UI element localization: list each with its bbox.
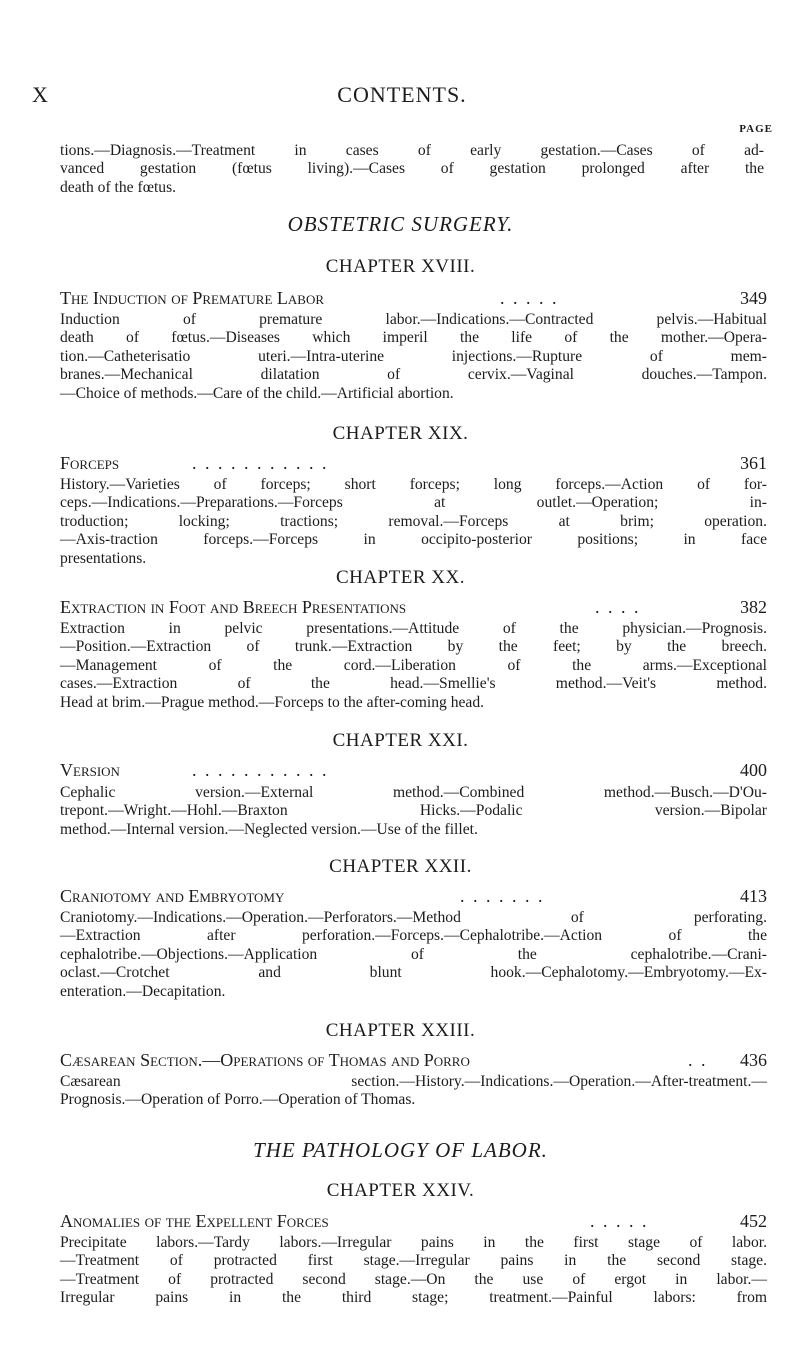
intro-line: vanced gestation (fœtus living).—Cases of gestation prolonged after the: [60, 160, 764, 178]
chapter-heading: CHAPTER XXI.: [332, 730, 469, 751]
summary-line: —Choice of methods.—Care of the child.—Artificial abortion.: [60, 384, 454, 402]
summary-line: —Extraction after perforation.—Forceps.—Cephalotribe.—Action of the: [60, 927, 767, 945]
intro-line: death of the fœtus.: [60, 178, 177, 196]
summary-line: tion.—Catheterisatio uteri.—Intra-uterine injections.—Rupture of mem-: [60, 347, 767, 365]
entry-page: 361: [740, 453, 767, 473]
entry-page: 382: [740, 597, 767, 617]
leader-dots: . . . . . . .: [460, 886, 545, 906]
leader-dots: . . . . . . . . . . .: [192, 453, 329, 473]
entry-title: Forceps: [60, 453, 120, 473]
summary-line: method.—Internal version.—Neglected version.—Use of the fillet.: [60, 820, 478, 838]
entry-title: The Induction of Premature Labor: [60, 288, 325, 308]
chapter-summary: [60, 1073, 767, 1110]
running-title: CONTENTS.: [337, 82, 467, 107]
summary-line: Cæsarean section.—History.—Indications.—Operation.—After-treatment.—: [60, 1073, 767, 1090]
summary-line: oclast.—Crotchet and blunt hook.—Cephalotomy.—Embryotomy.—Ex-: [60, 964, 767, 982]
summary-line: —Axis-traction forceps.—Forceps in occipito-posterior positions; in face: [60, 531, 767, 549]
summary-line: trepont.—Wright.—Hohl.—Braxton Hicks.—Podalic version.—Bipolar: [60, 802, 767, 820]
summary-line: Induction of premature labor.—Indications.—Contracted pelvis.—Habitual: [60, 311, 767, 328]
toc-entry: [60, 453, 767, 475]
entry-title: Cæsarean Section.—Operations of Thomas and Porro: [60, 1050, 470, 1070]
summary-line: cephalotribe.—Objections.—Application of the cephalotribe.—Crani-: [60, 945, 767, 963]
summary-line: Prognosis.—Operation of Porro.—Operation of Thomas.: [60, 1091, 416, 1109]
entry-title: Extraction in Foot and Breech Presentations: [60, 597, 407, 617]
entry-page: 452: [740, 1211, 767, 1231]
page-number: X: [32, 82, 48, 107]
summary-line: —Treatment of protracted second stage.—On the use of ergot in labor.—: [60, 1270, 767, 1288]
entry-title: Craniotomy and Embryotomy: [60, 886, 285, 906]
summary-line: Extraction in pelvic presentations.—Attitude of the physician.—Prognosis.: [60, 620, 767, 637]
chapter-summary: [60, 476, 767, 568]
intro-paragraph: [60, 142, 764, 197]
summary-line: Head at brim.—Prague method.—Forceps to the after-coming head.: [60, 693, 485, 711]
summary-line: —Treatment of protracted first stage.—Irregular pains in the second stage.: [60, 1252, 767, 1270]
toc-entry: [60, 288, 767, 310]
summary-line: presentations.: [60, 549, 147, 567]
summary-line: troduction; locking; tractions; removal.—Forceps at brim; operation.: [60, 512, 767, 530]
summary-line: Irregular pains in the third stage; treatment.—Painful labors: from: [60, 1289, 767, 1307]
toc-entry: [60, 1211, 767, 1233]
entry-page: 400: [740, 760, 767, 780]
leader-dots: . . . . . . . . . . .: [192, 760, 329, 780]
leader-dots: . . . . .: [500, 288, 559, 308]
summary-line: Cephalic version.—External method.—Combined method.—Busch.—D'Ou-: [60, 784, 767, 801]
entry-page: 349: [740, 288, 767, 308]
entry-page: 436: [740, 1050, 767, 1070]
part-title: OBSTETRIC SURGERY.: [287, 212, 514, 236]
summary-line: —Management of the cord.—Liberation of the arms.—Exceptional: [60, 656, 767, 674]
part-title: THE PATHOLOGY OF LABOR.: [253, 1138, 548, 1162]
leader-dots: . . . .: [595, 597, 641, 617]
summary-line: Precipitate labors.—Tardy labors.—Irregular pains in the first stage of labor.: [60, 1234, 767, 1251]
leader-dots: . . . . .: [590, 1211, 649, 1231]
chapter-summary: [60, 311, 767, 403]
summary-line: enteration.—Decapitation.: [60, 982, 226, 1000]
summary-line: cases.—Extraction of the head.—Smellie's method.—Veit's method.: [60, 675, 767, 693]
page-column-label: PAGE: [739, 123, 773, 135]
summary-line: death of fœtus.—Diseases which imperil the life of the mother.—Opera-: [60, 329, 767, 347]
chapter-heading: CHAPTER XXIV.: [326, 1180, 475, 1201]
summary-line: ceps.—Indications.—Preparations.—Forceps at outlet.—Operation; in-: [60, 494, 767, 512]
toc-entry: [60, 886, 767, 908]
toc-entry: [60, 760, 767, 782]
leader-dots: . .: [688, 1050, 708, 1070]
entry-title: Anomalies of the Expellent Forces: [60, 1211, 329, 1231]
chapter-summary: [60, 620, 767, 712]
running-header: [32, 82, 772, 112]
chapter-heading: CHAPTER XXIII.: [325, 1020, 476, 1041]
chapter-heading: CHAPTER XX.: [335, 567, 465, 588]
chapter-summary: [60, 1234, 767, 1308]
entry-page: 413: [740, 886, 767, 906]
chapter-summary: [60, 784, 767, 839]
chapter-summary: [60, 909, 767, 1001]
toc-entry: [60, 597, 767, 619]
chapter-heading: CHAPTER XXII.: [329, 856, 472, 877]
intro-line: tions.—Diagnosis.—Treatment in cases of early gestation.—Cases of ad-: [60, 142, 764, 159]
chapter-heading: CHAPTER XIX.: [332, 423, 469, 444]
summary-line: branes.—Mechanical dilatation of cervix.—Vaginal douches.—Tampon.: [60, 366, 767, 384]
summary-line: —Position.—Extraction of trunk.—Extraction by the feet; by the breech.: [60, 638, 767, 656]
summary-line: History.—Varieties of forceps; short forceps; long forceps.—Action of for-: [60, 476, 767, 493]
toc-entry: [60, 1050, 767, 1072]
entry-title: Version: [60, 760, 120, 780]
chapter-heading: CHAPTER XVIII.: [325, 256, 476, 277]
summary-line: Craniotomy.—Indications.—Operation.—Perforators.—Method of perforating.: [60, 909, 767, 926]
